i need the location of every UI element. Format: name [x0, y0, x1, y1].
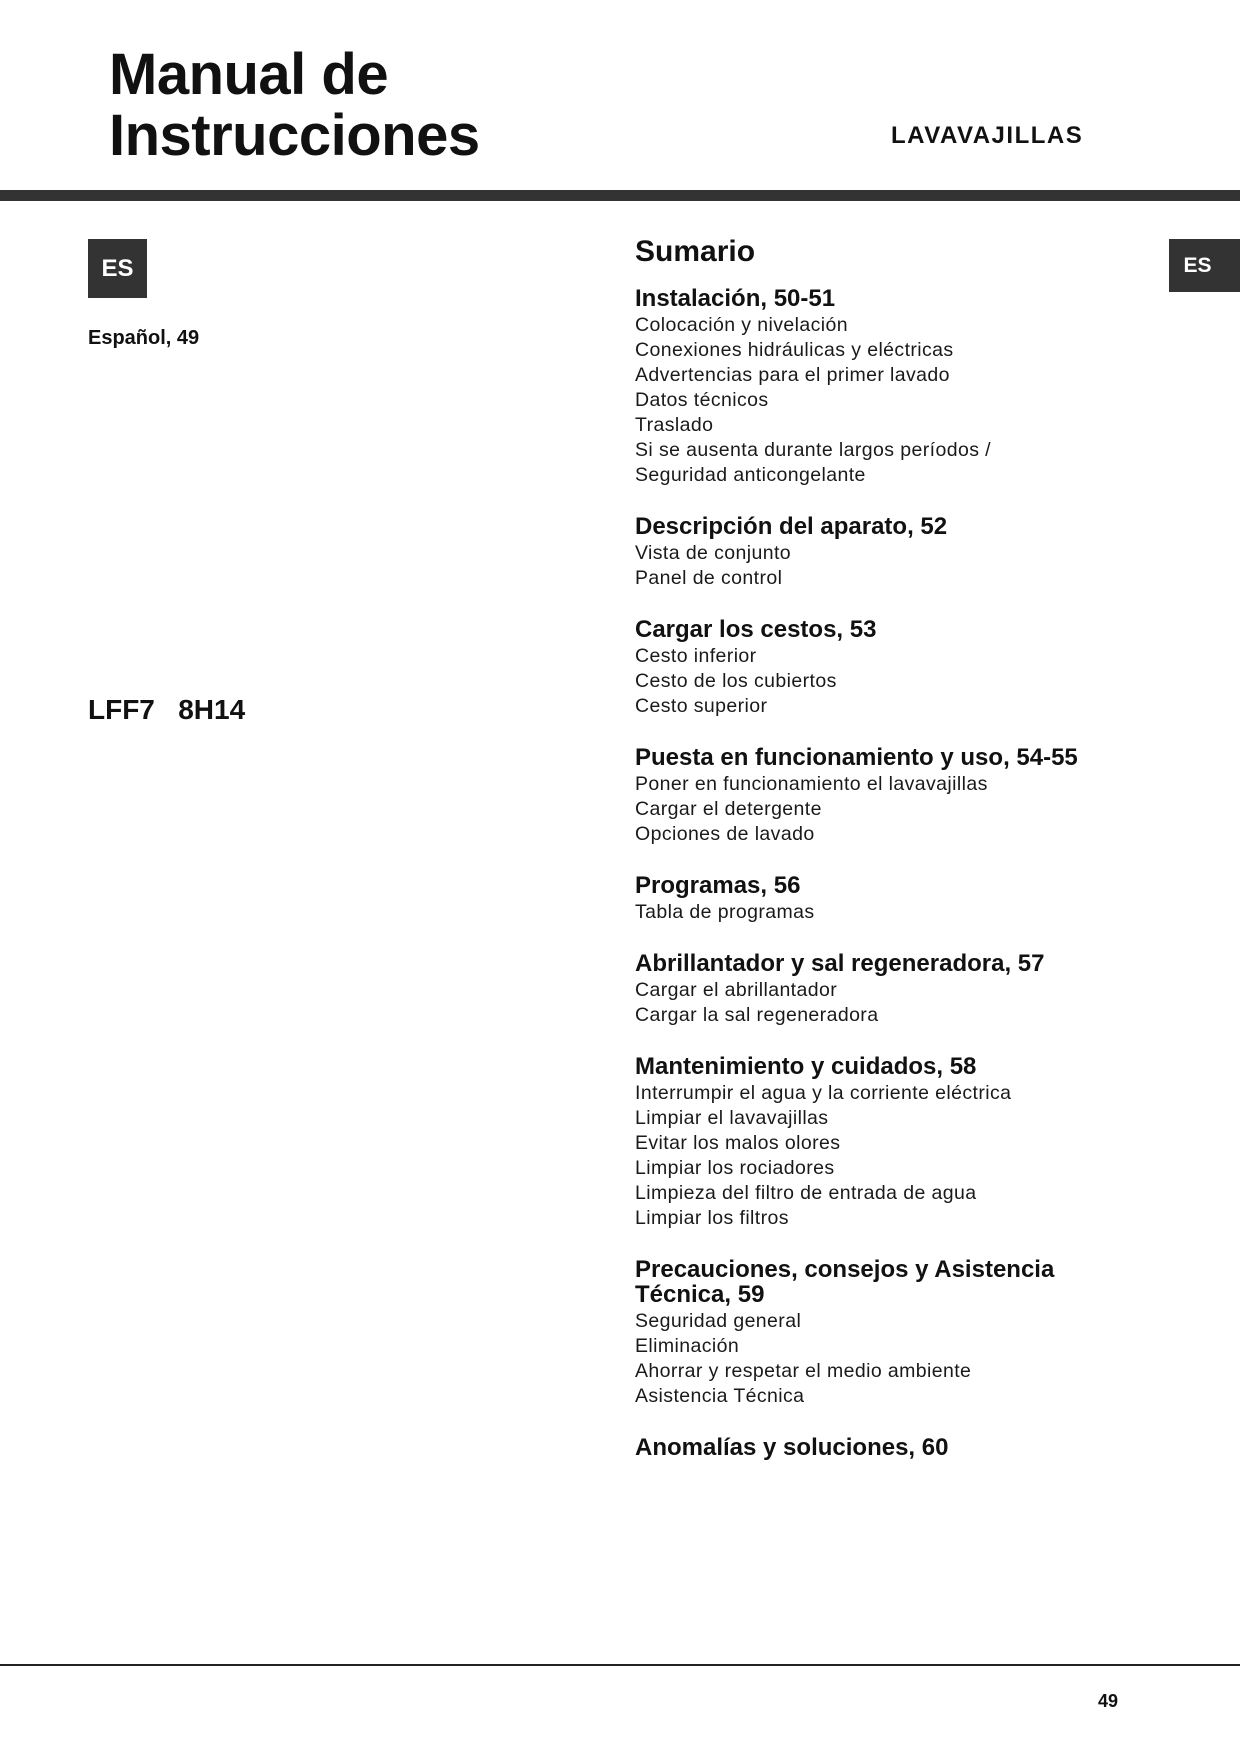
toc-sections [635, 286, 1155, 1460]
toc-section-heading: Mantenimiento y cuidados, 58 [635, 1053, 977, 1080]
toc-section-item: Evitar los malos olores [635, 1132, 841, 1154]
toc-section-heading: Puesta en funcionamiento y uso, 54-55 [635, 744, 1078, 771]
toc-section [635, 951, 1155, 1028]
toc-section-item: Advertencias para el primer lavado [635, 364, 950, 386]
toc-section-item: Limpieza del filtro de entrada de agua [635, 1182, 977, 1204]
product-category: LAVAVAJILLAS [891, 122, 1084, 149]
language-index-entry: Español, 49 [88, 327, 200, 349]
toc-section-item: Datos técnicos [635, 389, 769, 411]
toc-section-item: Asistencia Técnica [635, 1385, 805, 1407]
toc-section-heading: Programas, 56 [635, 872, 801, 899]
toc-section-heading: Instalación, 50-51 [635, 285, 836, 312]
manual-title-line-2: Instrucciones [109, 103, 480, 168]
toc-section [635, 286, 1155, 488]
toc-section-item: Cargar el detergente [635, 798, 822, 820]
toc-section-item: Colocación y nivelación [635, 314, 848, 336]
toc-section [635, 514, 1155, 591]
footer-divider [0, 1664, 1240, 1666]
toc-section-item: Seguridad anticongelante [635, 464, 866, 486]
toc-section-item: Cargar la sal regeneradora [635, 1004, 879, 1026]
manual-title [109, 44, 480, 166]
toc-section-item: Cargar el abrillantador [635, 979, 838, 1001]
toc-section-heading: Abrillantador y sal regeneradora, 57 [635, 950, 1045, 977]
toc-section-item: Si se ausenta durante largos períodos / [635, 439, 991, 461]
toc-section-item: Limpiar el lavavajillas [635, 1107, 829, 1129]
toc-section-item: Limpiar los rociadores [635, 1157, 835, 1179]
toc-section-heading: Descripción del aparato, 52 [635, 513, 948, 540]
toc-section-item: Cesto inferior [635, 645, 757, 667]
toc-section [635, 617, 1155, 719]
toc-section [635, 873, 1155, 925]
manual-title-line-1: Manual de [109, 42, 389, 107]
toc-section-item: Eliminación [635, 1335, 740, 1357]
toc-section-item: Seguridad general [635, 1310, 802, 1332]
toc-section-item: Poner en funcionamiento el lavavajillas [635, 773, 988, 795]
table-of-contents [635, 232, 1155, 1486]
toc-section-item: Opciones de lavado [635, 823, 815, 845]
toc-section-item: Panel de control [635, 567, 783, 589]
toc-section [635, 745, 1155, 847]
toc-title: Sumario [635, 235, 756, 268]
toc-section-item: Ahorrar y respetar el medio ambiente [635, 1360, 972, 1382]
toc-section [635, 1257, 1155, 1409]
language-badge: ES [88, 239, 147, 298]
toc-section-heading: Cargar los cestos, 53 [635, 616, 877, 643]
toc-section-item: Conexiones hidráulicas y eléctricas [635, 339, 954, 361]
header-divider [0, 190, 1240, 201]
page-number: 49 [1098, 1691, 1119, 1711]
toc-section-item: Cesto de los cubiertos [635, 670, 837, 692]
toc-section-heading: Precauciones, consejos y Asistencia Técnica, 59 [635, 1256, 1055, 1308]
toc-section-item: Tabla de programas [635, 901, 815, 923]
language-side-tab: ES [1169, 239, 1240, 292]
toc-section [635, 1054, 1155, 1231]
toc-section-item: Vista de conjunto [635, 542, 792, 564]
toc-section-item: Traslado [635, 414, 714, 436]
toc-section [635, 1435, 1155, 1460]
toc-section-item: Limpiar los filtros [635, 1207, 789, 1229]
toc-section-item: Interrumpir el agua y la corriente eléctrica [635, 1082, 1012, 1104]
toc-section-heading: Anomalías y soluciones, 60 [635, 1434, 949, 1461]
model-number: LFF7 8H14 [88, 694, 246, 725]
toc-section-item: Cesto superior [635, 695, 768, 717]
